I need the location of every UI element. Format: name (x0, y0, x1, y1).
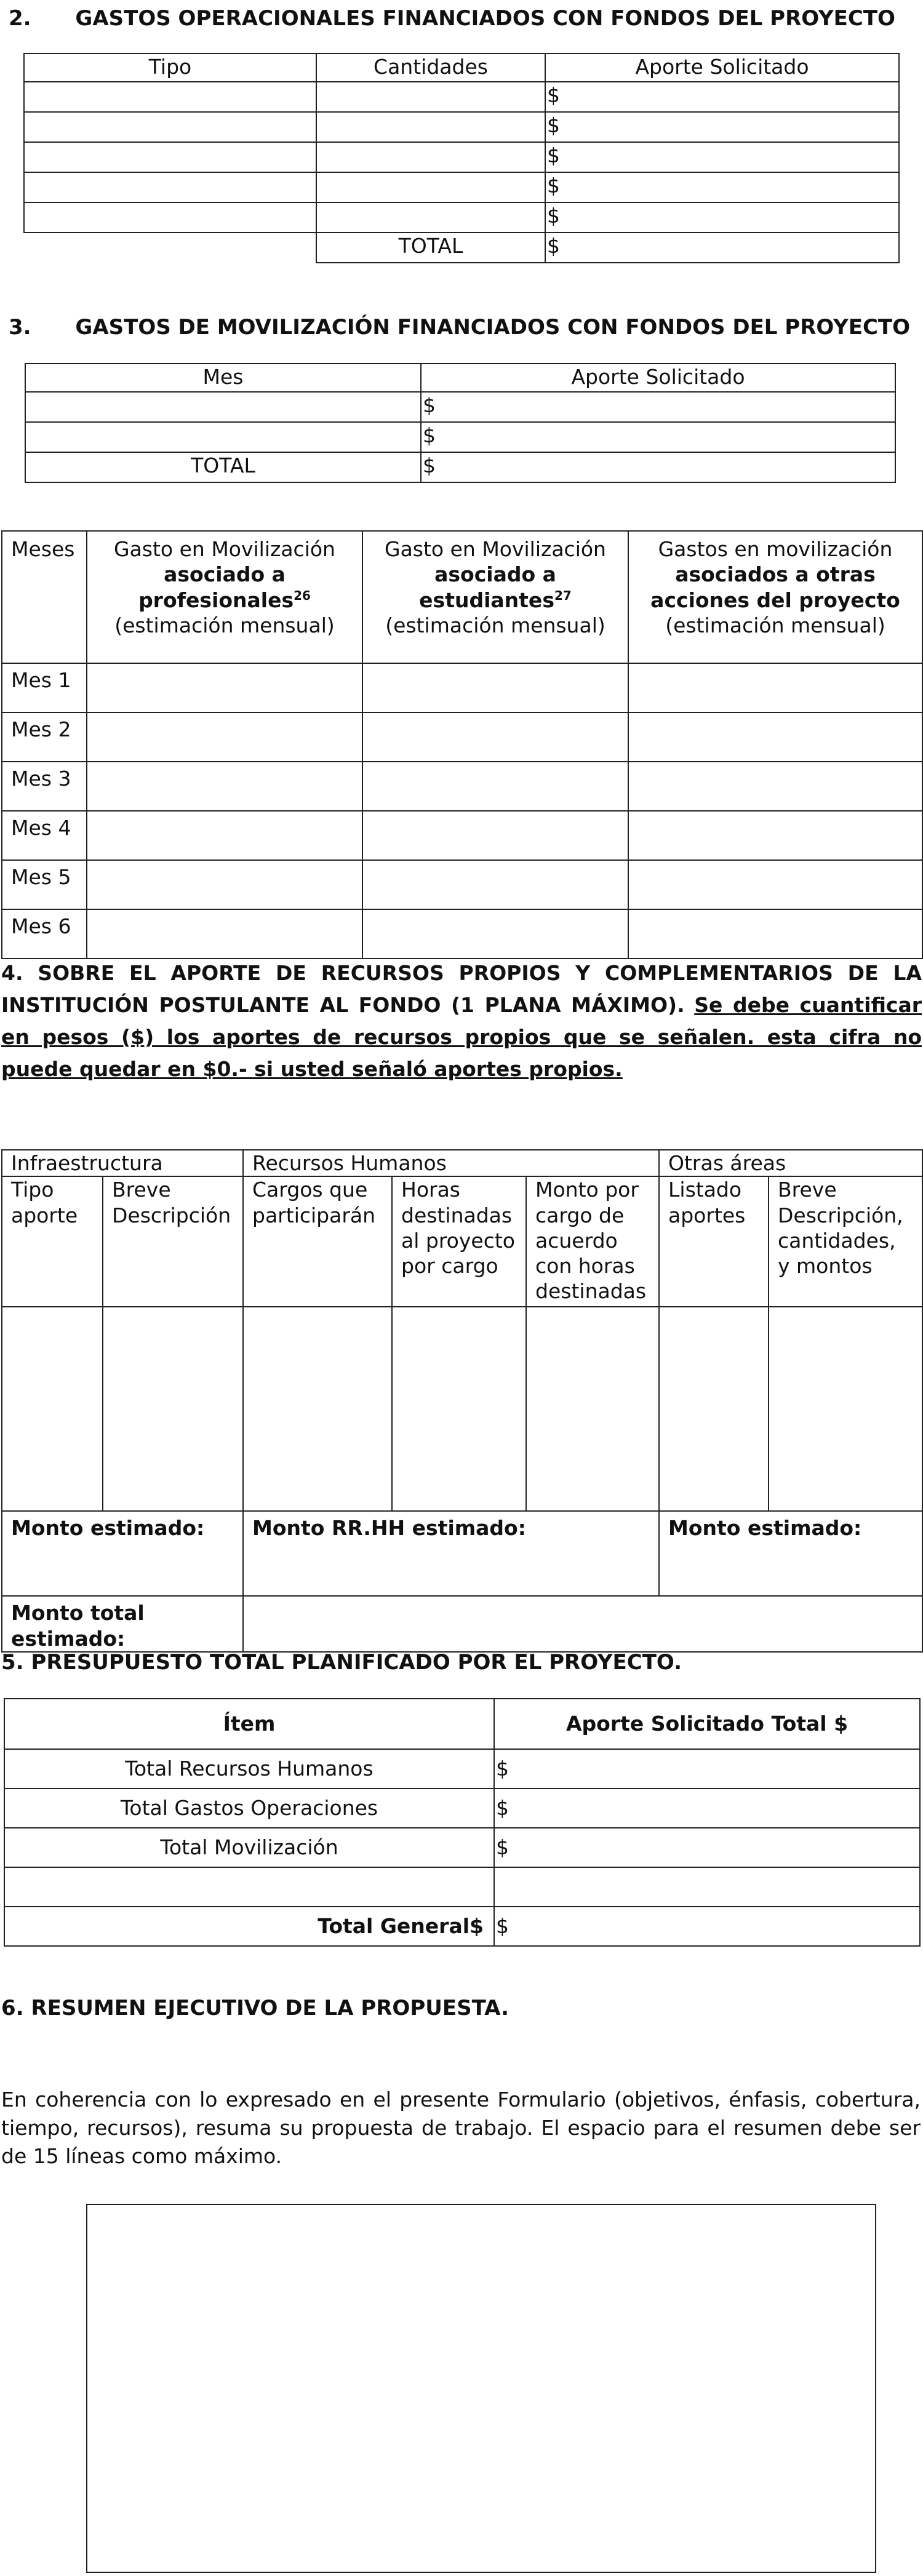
section-2-number: 2. (9, 6, 31, 31)
month-label: Mes 5 (2, 860, 87, 909)
section-3-heading (9, 315, 910, 340)
table-row (2, 811, 922, 860)
cantidad-cell[interactable] (316, 82, 545, 112)
table-header-row (25, 364, 895, 392)
table-row (2, 860, 922, 909)
monto-total-estimado: Monto total estimado: (2, 1596, 243, 1652)
header-profesionales: Gasto en Movilización asociado a profesionales$^{26}$ (estimación mensual) (87, 531, 362, 663)
total-aporte-cell[interactable]: $ (545, 233, 899, 263)
aporte-cell[interactable]: $ (545, 112, 899, 142)
header-monto-cargo: Monto por cargo de acuerdo con horas destinadas (526, 1176, 659, 1307)
monto-rrhh-estimado: Monto RR.HH estimado: (243, 1511, 659, 1596)
aporte-cell[interactable]: $ (545, 142, 899, 172)
section-5-title: 5. PRESUPUESTO TOTAL PLANIFICADO POR EL PROYECTO. (1, 1650, 682, 1675)
header-listado-aportes: Listado aportes (659, 1176, 769, 1307)
table-row (24, 202, 899, 233)
header-mes: Mes (25, 364, 421, 392)
section-4-title: 4. SOBRE EL APORTE DE RECURSOS PROPIOS Y COMPLEMENTARIOS DE LA INSTITUCIÓN POSTULANTE AL FONDO (1 PLANA MÁXIMO). (1, 961, 922, 1017)
total-row (4, 1907, 920, 1946)
table-row (25, 422, 895, 452)
aporte-cell[interactable]: $ (494, 1749, 920, 1788)
section-4-heading (1, 957, 922, 1085)
header-aporte-solicitado: Aporte Solicitado (545, 54, 899, 82)
header-tipo: Tipo (24, 54, 316, 82)
group-infraestructura: Infraestructura (2, 1150, 243, 1176)
cantidad-cell[interactable] (316, 112, 545, 142)
aporte-cell[interactable]: $ (421, 422, 895, 452)
header-cargos: Cargos que participarán (243, 1176, 392, 1307)
table-row (4, 1788, 920, 1828)
section-6-paragraph: En coherencia con lo expresado en el presente Formulario (objetivos, énfasis, cobertura, tiempo, recursos), resuma su propuesta de trabajo. El espacio para el resumen debe ser de 15 líneas como máximo. (1, 2088, 921, 2168)
executive-summary-box[interactable] (86, 2204, 876, 2573)
tipo-cell[interactable] (24, 82, 316, 112)
table-row (24, 142, 899, 172)
aporte-cell[interactable]: $ (494, 1828, 920, 1867)
header-horas: Horas destinadas al proyecto por cargo (392, 1176, 526, 1307)
tipo-cell[interactable] (24, 112, 316, 142)
estimate-row (2, 1511, 922, 1596)
cantidad-cell[interactable] (316, 202, 545, 233)
section-2-title: GASTOS OPERACIONALES FINANCIADOS CON FONDOS DEL PROYECTO (75, 6, 895, 31)
table-row (4, 1867, 920, 1907)
table-row (2, 1307, 922, 1511)
table-row (24, 112, 899, 142)
table-row (2, 762, 922, 811)
mes-cell[interactable] (25, 392, 421, 422)
section-6-title: 6. RESUMEN EJECUTIVO DE LA PROPUESTA. (1, 1996, 509, 2020)
table-row (2, 663, 922, 712)
tipo-cell[interactable] (24, 172, 316, 202)
aporte-cell[interactable]: $ (545, 172, 899, 202)
header-breve-descripcion: Breve Descripción (103, 1176, 243, 1307)
section-3-number: 3. (9, 315, 31, 340)
header-item: Ítem (4, 1699, 494, 1749)
table-row (4, 1749, 920, 1788)
section-2-heading (9, 6, 895, 31)
monto-estimado-infra: Monto estimado: (2, 1511, 243, 1596)
monto-estimado-otras: Monto estimado: (659, 1511, 922, 1596)
total-label: TOTAL (316, 233, 545, 263)
header-meses: Meses (2, 531, 87, 663)
total-estimate-row (2, 1596, 922, 1652)
table-header-row (2, 531, 922, 663)
tipo-cell[interactable] (24, 202, 316, 233)
table-row (2, 909, 922, 959)
mes-cell[interactable] (25, 422, 421, 452)
table-row (4, 1828, 920, 1867)
monto-total-value[interactable] (243, 1596, 922, 1652)
item-movilizacion: Total Movilización (4, 1828, 494, 1867)
total-budget-table (4, 1698, 921, 1947)
table-row (24, 172, 899, 202)
group-otras-areas: Otras áreas (659, 1150, 922, 1176)
header-tipo-aporte: Tipo aporte (2, 1176, 103, 1307)
subheader-row (2, 1176, 922, 1307)
aporte-cell[interactable]: $ (421, 392, 895, 422)
total-aporte-cell[interactable]: $ (421, 452, 895, 482)
total-general-label: Total General$ (4, 1907, 494, 1946)
aporte-cell[interactable]: $ (494, 1788, 920, 1828)
item-gastos-operaciones: Total Gastos Operaciones (4, 1788, 494, 1828)
total-label: TOTAL (25, 452, 421, 482)
table-row (2, 712, 922, 762)
month-label: Mes 6 (2, 909, 87, 959)
total-row (25, 452, 895, 482)
aporte-cell[interactable]: $ (545, 82, 899, 112)
group-header-row (2, 1150, 922, 1176)
month-label: Mes 3 (2, 762, 87, 811)
header-aporte-solicitado: Aporte Solicitado (421, 364, 895, 392)
header-estudiantes: Gasto en Movilización asociado a estudiantes$^{27}$ (estimación mensual) (362, 531, 628, 663)
section-4-instructions: Se debe cuantificar en pesos ($) los aportes de recursos propios que se señalen. esta cifra no puede quedar en $0.- si usted señaló aportes propios. (1, 993, 922, 1081)
total-row (24, 233, 899, 263)
table-header-row (24, 54, 899, 82)
operational-expenses-table (23, 53, 900, 263)
table-header-row (4, 1699, 920, 1749)
header-cantidades: Cantidades (316, 54, 545, 82)
cantidad-cell[interactable] (316, 172, 545, 202)
total-general-cell[interactable]: $ (494, 1907, 920, 1946)
aporte-cell[interactable]: $ (545, 202, 899, 233)
table-row (25, 392, 895, 422)
monthly-mobilization-table (1, 530, 923, 959)
section-3-title: GASTOS DE MOVILIZACIÓN FINANCIADOS CON FONDOS DEL PROYECTO (75, 315, 910, 340)
table-row (24, 82, 899, 112)
tipo-cell[interactable] (24, 142, 316, 172)
month-label: Mes 4 (2, 811, 87, 860)
month-label: Mes 1 (2, 663, 87, 712)
header-aporte-total: Aporte Solicitado Total $ (494, 1699, 920, 1749)
mobilization-expenses-table (25, 363, 896, 483)
header-otras-acciones: Gastos en movilización asociados a otras acciones del proyecto (estimación mensual) (628, 531, 922, 663)
group-recursos-humanos: Recursos Humanos (243, 1150, 659, 1176)
month-label: Mes 2 (2, 712, 87, 762)
own-resources-table (1, 1149, 923, 1653)
item-recursos-humanos: Total Recursos Humanos (4, 1749, 494, 1788)
header-descripcion-montos: Breve Descripción, cantidades, y montos (769, 1176, 922, 1307)
cantidad-cell[interactable] (316, 142, 545, 172)
